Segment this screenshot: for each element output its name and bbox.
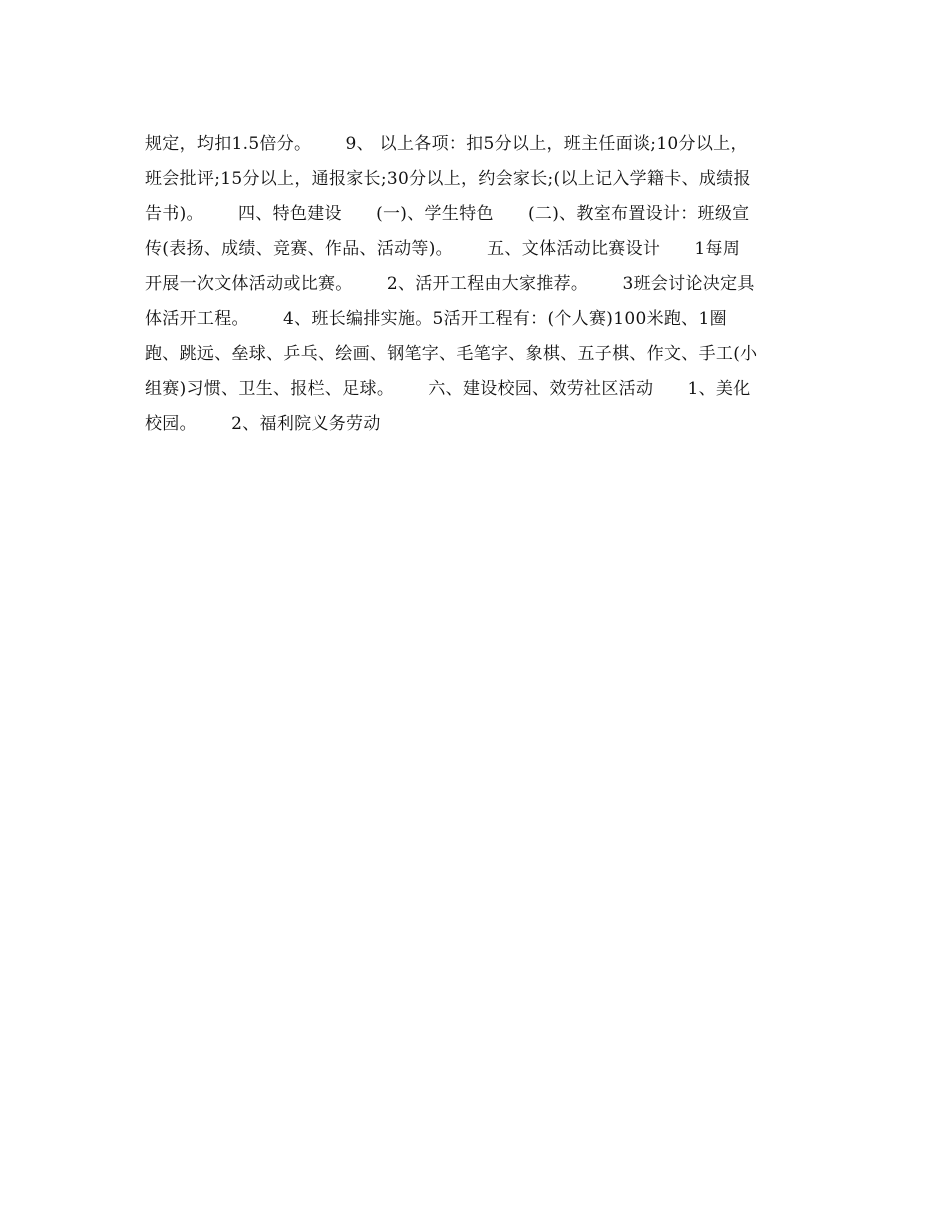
text-line: 体活开工程。 4、班长编排实施。5活开工程有：(个人赛)100米跑、1圈: [145, 309, 727, 329]
text-line: 校园。 2、福利院义务劳动: [145, 414, 381, 434]
body-text: [145, 127, 815, 442]
text-line: 告书)。 四、特色建设 (一)、学生特色 (二)、教室布置设计：班级宣: [145, 204, 750, 224]
text-line: 跑、跳远、垒球、乒乓、绘画、钢笔字、毛笔字、象棋、五子棋、作文、手工(小: [145, 344, 758, 364]
text-line: 组赛)习惯、卫生、报栏、足球。 六、建设校园、效劳社区活动 1、美化: [145, 379, 751, 399]
text-line: 班会批评;15分以上，通报家长;30分以上，约会家长;(以上记入学籍卡、成绩报: [145, 169, 751, 189]
text-line: 规定，均扣1.5倍分。 9、 以上各项：扣5分以上，班主任面谈;10分以上，: [145, 134, 748, 154]
text-line: 传(表扬、成绩、竞赛、作品、活动等)。 五、文体活动比赛设计 1每周: [145, 239, 741, 259]
text-line: 开展一次文体活动或比赛。 2、活开工程由大家推荐。 3班会讨论决定具: [145, 274, 755, 294]
